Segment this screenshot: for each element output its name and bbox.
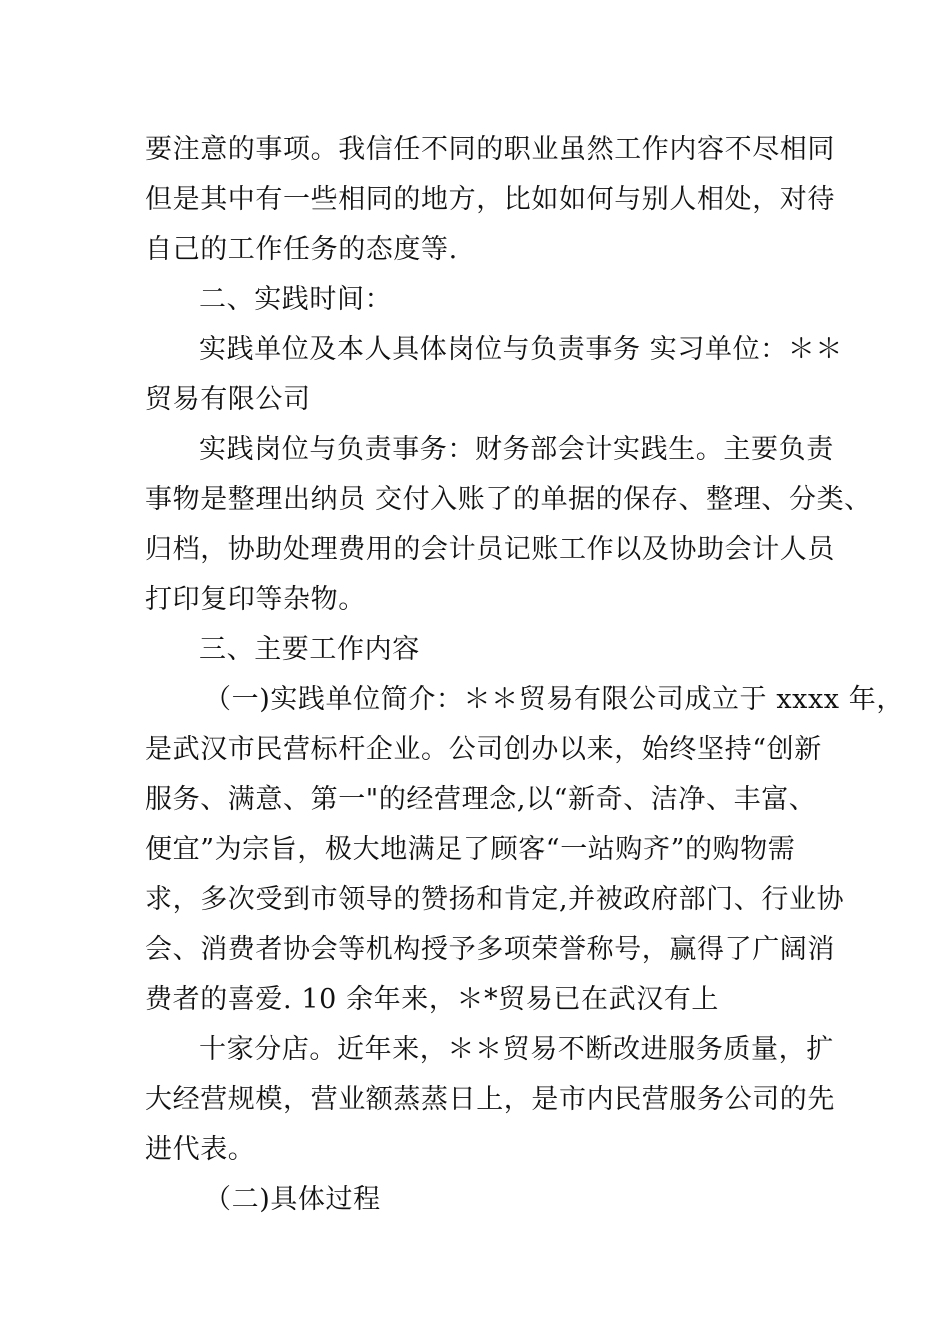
section-heading-main-work: 三、主要工作内容 (199, 634, 420, 665)
paragraph-line-20: 大经营规模，营业额蒸蒸日上，是市内民营服务公司的先 (145, 1084, 835, 1115)
paragraph-line-17: 会、消费者协会等机构授予多项荣誉称号，赢得了广阔消 (145, 934, 835, 965)
paragraph-line-6: 贸易有限公司 (145, 384, 311, 415)
paragraph-line-3: 自己的工作任务的态度等. (145, 234, 458, 265)
paragraph-line-9: 归档，协助处理费用的会计员记账工作以及协助会计人员 (145, 534, 835, 565)
subsection-specific-process: （二)具体过程 (204, 1184, 381, 1215)
paragraph-line-21: 进代表。 (145, 1134, 256, 1165)
paragraph-line-1: 要注意的事项。我信任不同的职业虽然工作内容不尽相同 (145, 134, 835, 165)
paragraph-line-16: 求，多次受到市领导的赞扬和肯定,并被政府部门、行业协 (145, 884, 845, 915)
section-heading-practice-time: 二、实践时间： (199, 284, 393, 315)
paragraph-line-7: 实践岗位与负责事务：财务部会计实践生。主要负责 (199, 434, 834, 465)
paragraph-line-5: 实践单位及本人具体岗位与负责事务 实习单位：＊＊ (199, 334, 843, 365)
subsection-company-intro: （一)实践单位简介：＊＊贸易有限公司成立于 xxxx 年， (204, 684, 905, 715)
paragraph-line-2: 但是其中有一些相同的地方，比如如何与别人相处，对待 (145, 184, 835, 215)
paragraph-line-19: 十家分店。近年来，＊＊贸易不断改进服务质量，扩 (199, 1034, 834, 1065)
paragraph-line-8: 事物是整理出纳员 交付入账了的单据的保存、整理、分类、 (145, 484, 872, 515)
paragraph-line-10: 打印复印等杂物。 (145, 584, 366, 615)
paragraph-line-15: 便宜”为宗旨，极大地满足了顾客“一站购齐”的购物需 (145, 834, 796, 865)
paragraph-line-13: 是武汉市民营标杆企业。公司创办以来，始终坚持“创新 (145, 734, 822, 765)
paragraph-line-18: 费者的喜爱. 10 余年来，＊*贸易已在武汉有上 (145, 984, 720, 1015)
paragraph-line-14: 服务、满意、第一"的经营理念,以“新奇、洁净、丰富、 (145, 784, 817, 815)
